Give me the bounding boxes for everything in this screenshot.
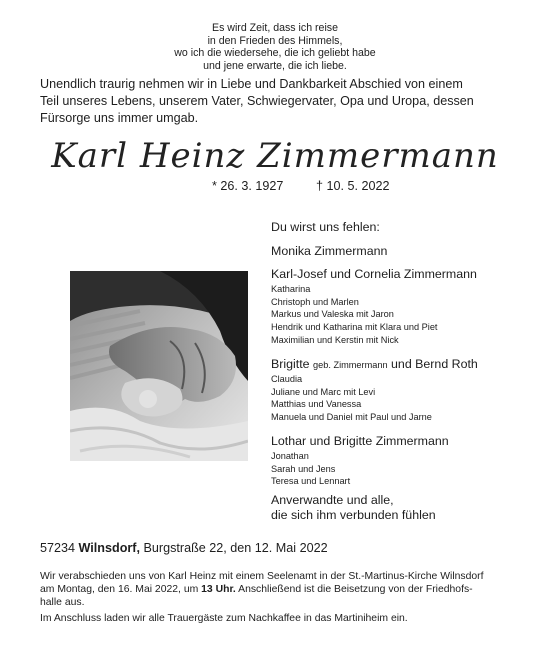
grandchild: Markus und Valeska mit Jaron xyxy=(271,309,394,320)
grandchild: Manuela und Daniel mit Paul und Jarne xyxy=(271,412,432,423)
funeral-time: 13 Uhr. xyxy=(201,583,236,595)
funeral-burial: Anschließend ist die Beisetzung von der Friedhofs- xyxy=(238,583,473,595)
relatives xyxy=(271,493,531,523)
poem-line: Es wird Zeit, dass ich reise xyxy=(212,22,338,34)
mourner-karl-josef: Karl-Josef und Cornelia Zimmermann xyxy=(271,267,477,281)
grandchild: Jonathan xyxy=(271,451,309,461)
mourner-brigitte xyxy=(271,357,531,373)
grandchild: Juliane und Marc mit Levi xyxy=(271,386,376,397)
hands-photo-image xyxy=(70,271,248,461)
grandchild: Claudia xyxy=(271,374,303,384)
street-date: Burgstraße 22, den 12. Mai 2022 xyxy=(143,541,328,555)
grandchild: Christoph und Marlen xyxy=(271,296,359,307)
karl-josef-children xyxy=(271,283,531,347)
hands-photo xyxy=(70,271,248,461)
zip-code: 57234 xyxy=(40,541,76,555)
mourner-monika: Monika Zimmermann xyxy=(271,244,388,258)
grandchild: Sarah und Jens xyxy=(271,463,336,474)
birth-date: * 26. 3. 1927 xyxy=(212,179,284,193)
grandchild: Teresa und Lennart xyxy=(271,476,351,487)
funeral-line: halle aus. xyxy=(40,596,85,608)
address-line xyxy=(40,541,328,555)
poem-line: wo ich die wiedersehe, die ich geliebt habe xyxy=(174,47,376,60)
brigitte-maiden-name: geb. Zimmermann xyxy=(313,360,388,370)
funeral-line xyxy=(40,584,520,597)
funeral-info xyxy=(40,571,520,609)
intro-line: Unendlich traurig nehmen wir in Liebe und Dankbarkeit Abschied von einem xyxy=(40,77,463,91)
brigitte-rest: und Bernd Roth xyxy=(391,357,478,371)
brigitte-first: Brigitte xyxy=(271,357,310,371)
poem-line: in den Frieden des Himmels, xyxy=(207,34,343,47)
poem-line: und jene erwarte, die ich liebe. xyxy=(203,59,347,72)
mourners-heading: Du wirst uns fehlen: xyxy=(271,220,380,234)
relatives-line: Anverwandte und alle, xyxy=(271,493,394,507)
grandchild: Maximilian und Kerstin mit Nick xyxy=(271,334,399,345)
relatives-line: die sich ihm verbunden fühlen xyxy=(271,508,436,522)
grandchild: Matthias und Vanessa xyxy=(271,399,362,410)
funeral-date: am Montag, den 16. Mai 2022, um xyxy=(40,583,199,595)
intro-line: Teil unseres Lebens, unserem Vater, Schwiegervater, Opa und Uropa, dessen xyxy=(40,94,474,108)
poem xyxy=(0,22,550,72)
intro-line: Fürsorge uns immer umgab. xyxy=(40,111,199,125)
intro-text xyxy=(40,76,520,127)
brigitte-children xyxy=(271,373,531,424)
grandchild: Katharina xyxy=(271,284,311,294)
town: Wilnsdorf, xyxy=(78,541,140,555)
funeral-line: Wir verabschieden uns von Karl Heinz mit einem Seelenamt in der St.-Martinus-Kirche Wilnsdorf xyxy=(40,571,484,582)
grandchild: Hendrik und Katharina mit Klara und Piet xyxy=(271,322,438,333)
coffee-invitation: Im Anschluss laden wir alle Trauergäste zum Nachkaffee in das Martiniheim ein. xyxy=(40,613,408,624)
deceased-name: Karl Heinz Zimmermann xyxy=(51,136,499,176)
mourner-lothar: Lothar und Brigitte Zimmermann xyxy=(271,434,449,448)
lothar-children xyxy=(271,450,531,488)
death-date: † 10. 5. 2022 xyxy=(316,179,390,193)
